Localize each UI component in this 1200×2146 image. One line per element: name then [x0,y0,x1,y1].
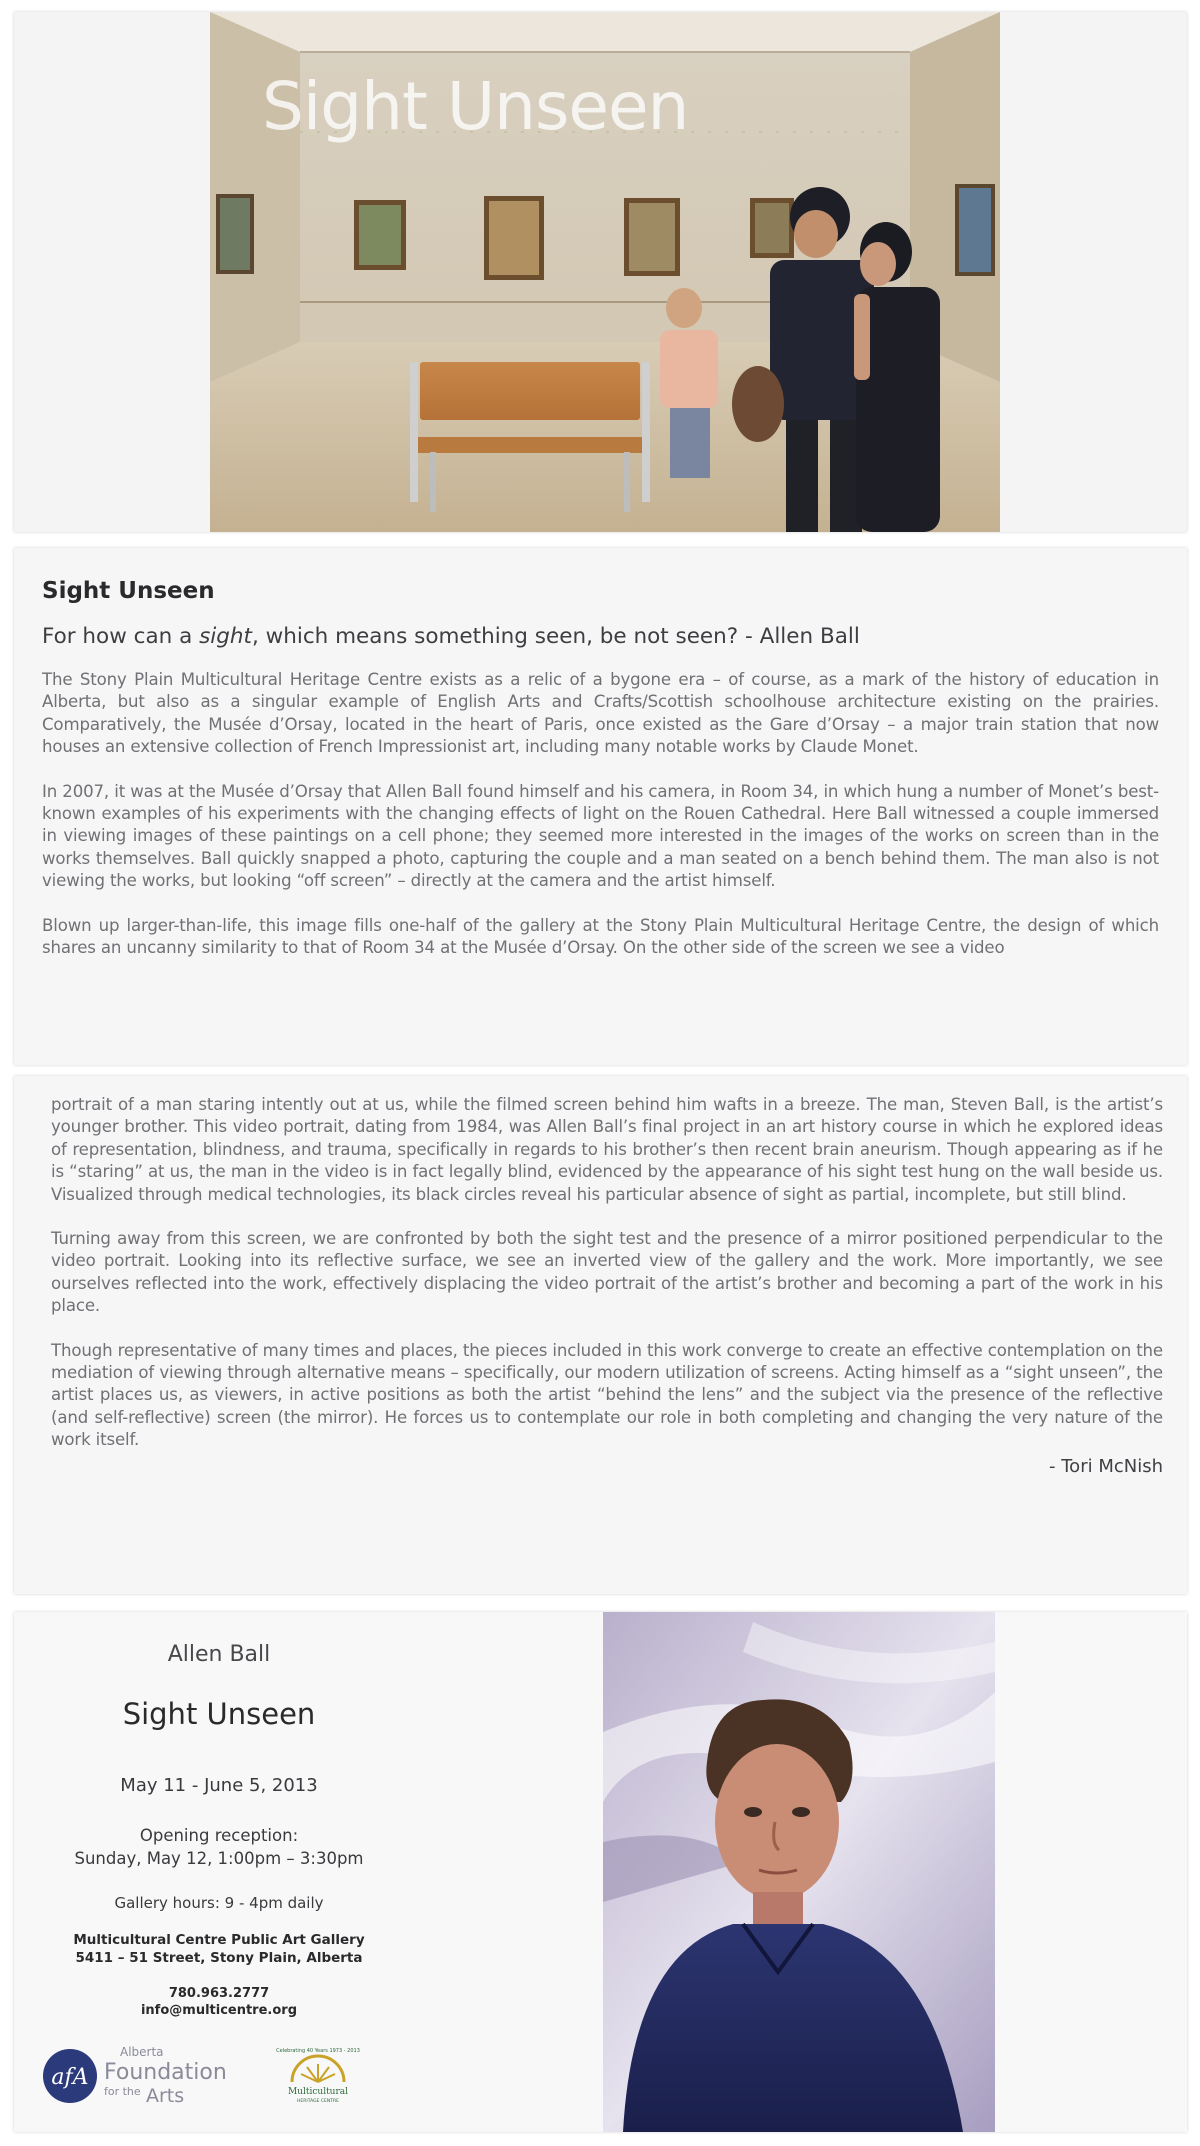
essay-panel-1 [14,548,1187,1065]
mhc-arc-text: Celebrating 40 Years 1973 - 2013 [276,2048,360,2054]
essay-paragraph-3: Blown up larger-than-life, this image fills one-half of the gallery at the Stony Plain Multicultural Heritage Centre, the design of which shares an uncanny similarity to that of Room 34 at the Musée d’Orsay. On the other side of the screen we see a video [42,915,1159,958]
essay-paragraph-2: In 2007, it was at the Musée d’Orsay that Allen Ball found himself and his camera, in Room 34, in which hung a number of Monet’s best-known examples of his experiments with the changing effects of light on the Rouen Cathedral. Here Ball witnessed a couple immersed in viewing images of these paintings on a cell phone; they seemed more interested in the images of the works on screen than in the works themselves. Ball quickly snapped a photo, capturing the couple and a man seated on a bench behind them. The man also is not viewing the works, but looking “off screen” – directly at the camera and the artist himself. [42,781,1159,891]
invitation-panel [14,1612,1187,2132]
portrait-image [603,1612,995,2132]
essay-signature: - Tori McNish [1049,1455,1163,1477]
essay-paragraph-4: portrait of a man staring intently out at us, while the filmed screen behind him wafts in a breeze. The man, Steven Ball, is the artist’s younger brother. This video portrait, dating from 1984, was Allen Ball’s final project in an art history course in which he explored ideas of representation, blindness, and trauma, specifically in regards to his brother’s then recent brain aneurism. Though appearing as if he is “staring” at us, the man in the video is in fact legally blind, evidenced by the appearance of his sight test hung on the wall beside us. Visualized through medical technologies, its black circles reveal his particular absence of sight as partial, incomplete, but still blind. [51,1095,1163,1204]
show-dates: May 11 - June 5, 2013 [120,1775,318,1796]
opening-reception-time: Sunday, May 12, 1:00pm – 3:30pm [74,1849,364,1868]
invitation-details [44,1642,394,2018]
sponsor-logos [42,2042,382,2112]
email-address: info@multicentre.org [140,2003,298,2018]
sponsor-logos-image [42,2042,382,2112]
mhc-sub: HERITAGE CENTRE [297,2099,339,2104]
afa-line-3: for the [104,2085,141,2098]
gallery-photograph [210,12,1000,532]
quote-end: , which means something seen, be not seen? - Allen Ball [251,624,860,649]
mhc-name: Multicultural [287,2087,349,2097]
essay-panel-2 [14,1076,1187,1594]
artist-name: Allen Ball [167,1642,271,1667]
afa-line-1: Alberta [120,2045,164,2059]
show-title: Sight Unseen [122,1697,316,1731]
gallery-hours: Gallery hours: 9 - 4pm daily [114,1894,324,1912]
afa-line-4: Arts [146,2085,185,2107]
essay-quote [42,624,1159,649]
photo-overlay-title: Sight Unseen [262,68,689,145]
video-portrait-still [603,1612,995,2132]
essay-paragraph-1: The Stony Plain Multicultural Heritage Centre exists as a relic of a bygone era – of course, as a mark of the history of education in Alberta, but also as a singular example of English Arts and Crafts/Scottish schoolhouse architecture existing on the prairies. Comparatively, the Musée d’Orsay, located in the heart of Paris, once existed as the Gare d’Orsay – a major train station that now houses an extensive collection of French Impressionist art, including many notable works by Claude Monet. [42,670,1159,757]
venue-name: Multicultural Centre Public Art Gallery [73,1932,365,1948]
afa-mark: afA [51,2065,89,2090]
phone-number: 780.963.2777 [168,1986,270,2001]
essay-paragraph-5: Turning away from this screen, we are confronted by both the sight test and the presence of a mirror positioned perpendicular to the video portrait. Looking into its reflective surface, we see an inverted view of the gallery and the work. More importantly, we see ourselves reflected into the work, effectively displacing the video portrait of the artist’s brother and becoming a part of the work in his place. [51,1229,1163,1316]
gallery-photo-panel [14,12,1187,532]
afa-logo [43,2045,227,2107]
venue-address: 5411 – 51 Street, Stony Plain, Alberta [75,1950,363,1966]
quote-emphasis: sight [199,624,252,649]
opening-reception-label: Opening reception: [139,1826,299,1845]
afa-line-2: Foundation [104,2060,227,2085]
essay-paragraph-6: Though representative of many times and places, the pieces included in this work converge to create an effective contemplation on the mediation of viewing through alternative means – specifically, our modern utilization of screens. Acting himself as a “sight unseen”, the artist places us, as viewers, in active positions as both the artist “behind the lens” and the subject via the presence of the reflective (and self-reflective) screen (the mirror). He forces us to contemplate our role in both completing and changing the very nature of the work itself. [51,1340,1163,1450]
quote-start: For how can a [42,624,200,649]
essay-title: Sight Unseen [42,578,215,604]
mhc-logo [276,2048,360,2104]
